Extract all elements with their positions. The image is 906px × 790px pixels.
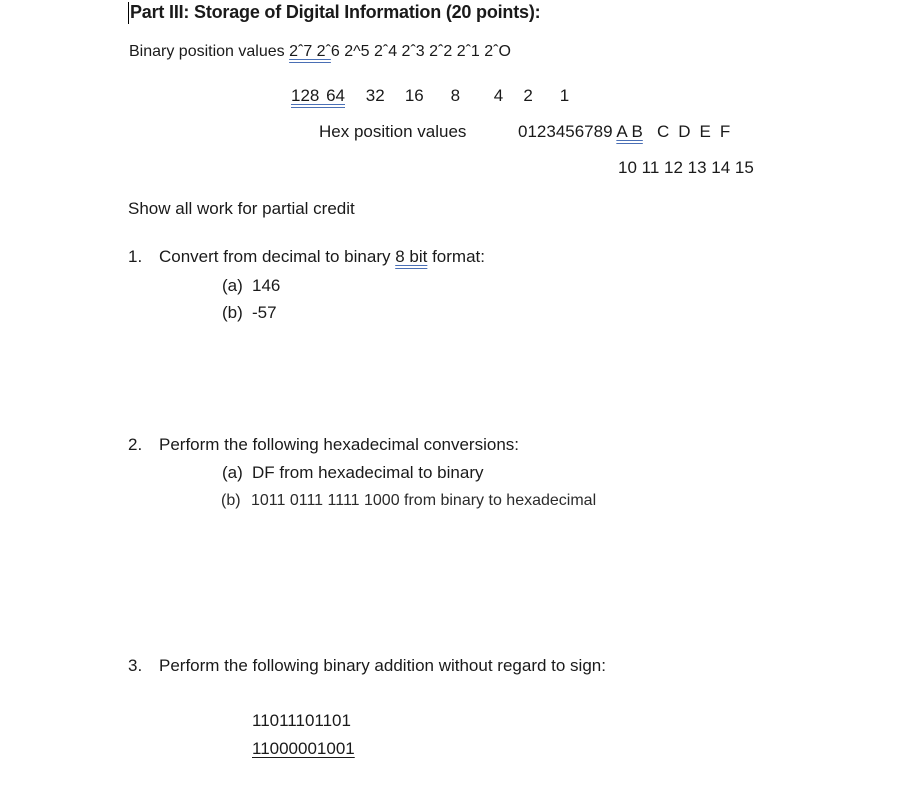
binary-position-label: Binary position values [129,43,285,60]
hex-letter: E [699,122,711,141]
addition-operand-2: 11000001001 [252,739,355,758]
text-cursor [128,2,129,24]
part-label: (a) [222,463,243,482]
hex-letter: C [656,122,670,141]
question-number: 1. [128,247,143,266]
question-1-part-a [222,276,280,296]
binary-values-underlined: 128 64 [291,86,345,105]
question-number: 3. [128,656,143,675]
question-text: Convert from decimal to binary [159,247,396,266]
binary-position-line [129,43,511,61]
question-2-part-b [221,492,596,510]
question-text: Perform the following binary addition without regard to sign: [159,656,606,675]
binary-value: 2 [523,86,533,105]
question-3 [128,656,606,676]
part-label: (a) [222,276,243,295]
binary-powers-underlined: 2ˆ7 2ˆ [289,43,331,60]
hex-letter-values: 10 11 12 13 14 15 [618,158,754,177]
question-1-part-b [222,303,277,323]
hex-position-label: Hex position values [319,122,467,141]
hex-digits-row [518,122,739,142]
binary-value: 8 [450,86,461,105]
part-label: (b) [222,303,243,322]
part-text: -57 [252,303,277,322]
question-text: Perform the following hexadecimal conversions: [159,435,520,454]
question-1 [128,247,485,267]
question-text: format: [427,247,485,266]
part-text: DF from hexadecimal to binary [252,463,484,482]
part-text: 146 [252,276,281,295]
question-text-underlined: 8 bit [395,247,428,266]
part-label: (b) [221,492,241,509]
addition-operand-1: 11011101101 [252,711,351,730]
binary-value: 1 [559,86,570,105]
hex-letters-underlined: A B [616,122,643,141]
question-2-part-a [222,463,483,483]
hex-letter: D [678,122,691,141]
binary-value: 16 [404,86,424,105]
binary-value: 4 [493,86,504,105]
question-2 [128,435,519,455]
binary-values-row [291,86,569,106]
section-title: Part III: Storage of Digital Information (20 points): [130,2,541,22]
part-text: 1011 0111 1111 1000 from binary to hexadecimal [251,492,597,509]
hex-digits: 0123456789 [518,122,613,141]
question-number: 2. [128,435,143,454]
binary-value: 32 [365,86,385,105]
binary-powers: 6 2^5 2ˆ4 2ˆ3 2ˆ2 2ˆ1 2ˆO [330,43,511,60]
hex-letter: F [719,122,731,141]
instruction-text: Show all work for partial credit [128,199,355,218]
